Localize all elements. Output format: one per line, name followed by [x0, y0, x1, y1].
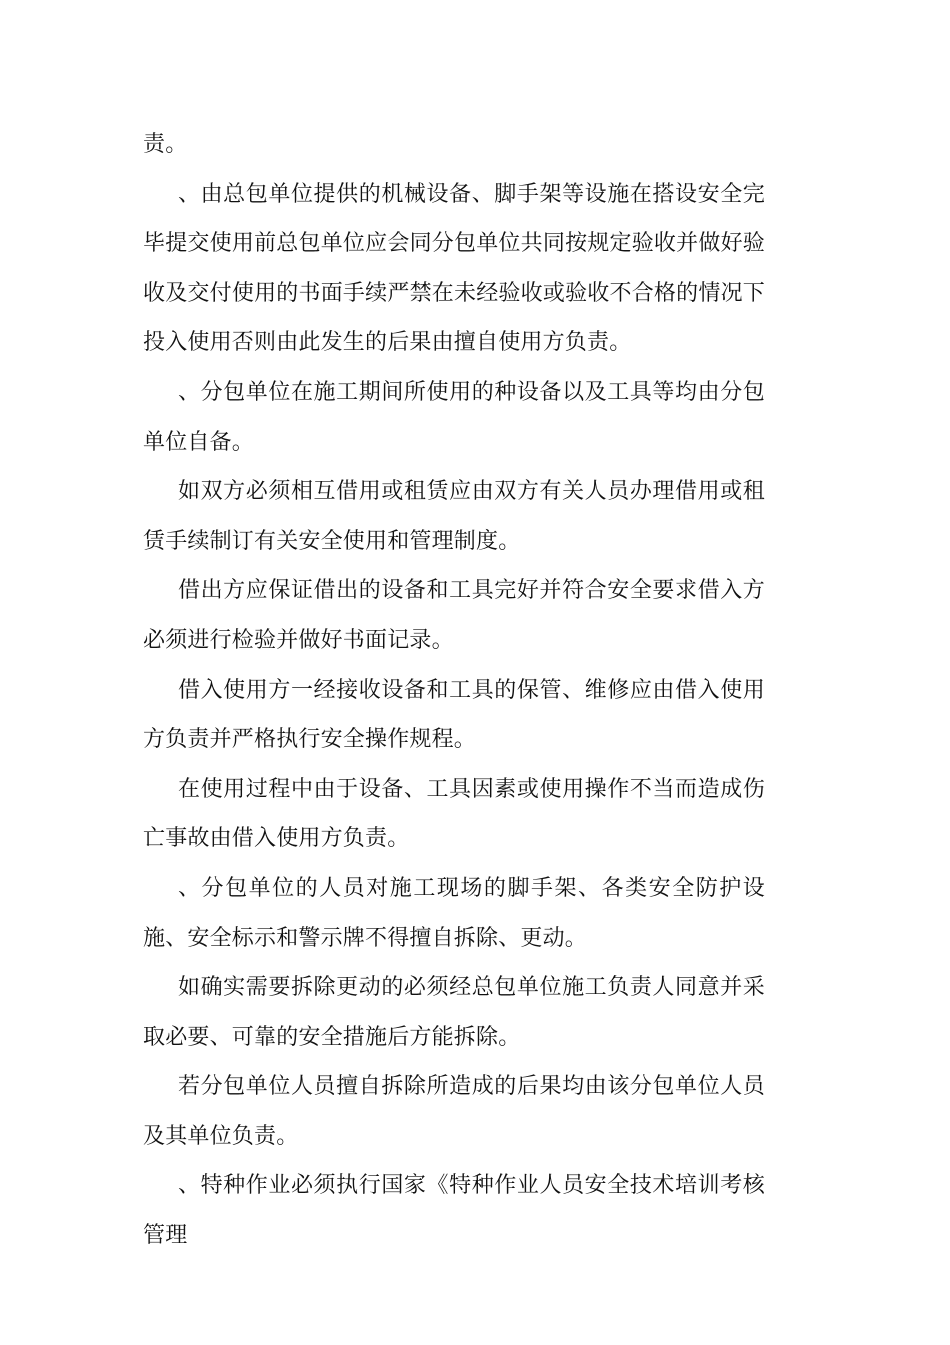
paragraph-continuation: 责。 [143, 132, 188, 157]
paragraph-equipment-acceptance: 、由总包单位提供的机械设备、脚手架等设施在搭设安全完毕提交使用前总包单位应会同分包单位共同按规定验收并做好验收及交付使用的书面手续严禁在未经验收或验收不合格的情况下投入使用否则由此发生的后果由擅自使用方负责。 [143, 181, 765, 356]
paragraph-lender-duty: 借出方应保证借出的设备和工具完好并符合安全要求借入方必须进行检验并做好书面记录。 [143, 578, 765, 653]
paragraph-unauthorized-removal: 若分包单位人员擅自拆除所造成的后果均由该分包单位人员及其单位负责。 [143, 1074, 765, 1149]
paragraph-accident-liability: 在使用过程中由于设备、工具因素或使用操作不当而造成伤亡事故由借入使用方负责。 [143, 776, 765, 852]
paragraph-removal-approval: 如确实需要拆除更动的必须经总包单位施工负责人同意并采取必要、可靠的安全措施后方能拆除。 [143, 975, 765, 1050]
paragraph-special-operations: 、特种作业必须执行国家《特种作业人员安全技术培训考核管理 [143, 1173, 765, 1249]
paragraph-borrower-duty: 借入使用方一经接收设备和工具的保管、维修应由借入使用方负责并严格执行安全操作规程。 [143, 677, 765, 753]
document-body [143, 120, 765, 1261]
paragraph-borrow-lease: 如双方必须相互借用或租赁应由双方有关人员办理借用或租赁手续制订有关安全使用和管理制度。 [143, 479, 765, 554]
paragraph-subcontractor-equipment: 、分包单位在施工期间所使用的种设备以及工具等均由分包单位自备。 [143, 379, 765, 455]
paragraph-safety-facilities: 、分包单位的人员对施工现场的脚手架、各类安全防护设施、安全标示和警示牌不得擅自拆除、更动。 [143, 875, 765, 951]
